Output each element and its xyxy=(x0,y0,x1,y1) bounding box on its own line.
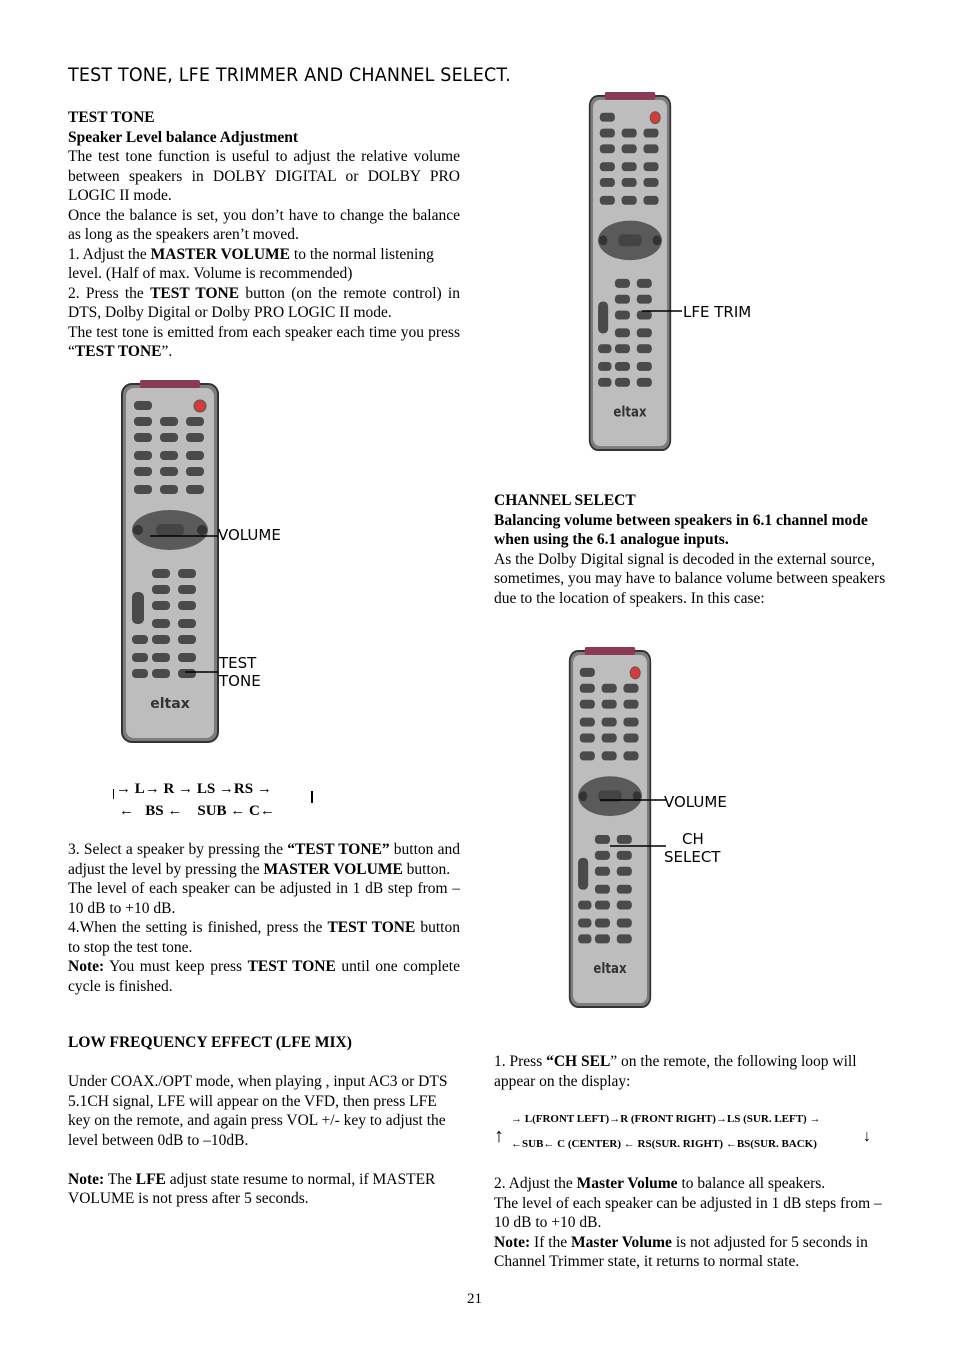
nav-center-button xyxy=(618,234,642,246)
loop-bottom-row: ← BS ← SUB ← C← xyxy=(119,803,275,819)
remote-button xyxy=(637,378,652,387)
remote-button xyxy=(160,485,178,494)
callout-lines-3 xyxy=(580,790,670,860)
test-tone-section xyxy=(68,108,460,362)
volume-minus-button xyxy=(599,235,607,245)
remote-button xyxy=(578,934,591,943)
remote-button xyxy=(134,417,152,426)
remote-button xyxy=(637,279,652,288)
brand-logo: eltax xyxy=(593,961,627,978)
tone-label: TONE xyxy=(219,672,261,690)
remote-button xyxy=(602,718,617,727)
remote-button xyxy=(643,129,658,138)
remote-button xyxy=(615,344,630,353)
channel-select-subheading: Balancing volume between speakers in 6.1 channel mode when using the 6.1 analogue inputs. xyxy=(494,511,868,548)
loop-down-arrow: ↓ xyxy=(863,1128,871,1145)
remote-button xyxy=(637,328,652,337)
remote-button xyxy=(622,162,637,171)
remote-button xyxy=(160,467,178,476)
power-button xyxy=(194,400,206,412)
remote-button xyxy=(622,144,637,153)
callout-line-lfe xyxy=(640,300,685,320)
remote-button xyxy=(623,718,638,727)
ir-window xyxy=(585,647,635,655)
remote-button xyxy=(600,113,615,122)
test-label: TEST xyxy=(219,654,257,672)
channel-select-step1: 1. Press “CH SEL” on the remote, the following loop will appear on the display: xyxy=(494,1053,857,1090)
remote-button xyxy=(600,178,615,187)
remote-button xyxy=(186,485,204,494)
remote-button xyxy=(623,751,638,760)
remote-button xyxy=(615,311,630,320)
remote-button xyxy=(617,901,632,910)
remote-button xyxy=(134,467,152,476)
remote-button xyxy=(186,417,204,426)
remote-button xyxy=(615,279,630,288)
test-tone-p2: Once the balance is set, you don’t have to change the balance as long as the speakers aren’t moved. xyxy=(68,206,460,243)
remote-button xyxy=(580,751,595,760)
test-tone-step3-detail: The level of each speaker can be adjusted in 1 dB step from –10 dB to +10 dB. xyxy=(68,880,460,917)
remote-button xyxy=(622,129,637,138)
remote-button xyxy=(622,178,637,187)
test-tone-p1: The test tone function is useful to adjust the relative volume between speakers in DOLBY DIGITAL or DOLBY PRO LOGIC II mode. xyxy=(68,148,460,204)
remote-button xyxy=(595,919,610,928)
channel-loop-top: → L(FRONT LEFT)→R (FRONT RIGHT)→LS (SUR. LEFT) → xyxy=(511,1113,821,1125)
remote-button xyxy=(580,718,595,727)
remote-button xyxy=(160,451,178,460)
lfe-heading: LOW FREQUENCY EFFECT (LFE MIX) xyxy=(68,1034,352,1051)
remote-button xyxy=(617,885,632,894)
remote-button xyxy=(623,700,638,709)
remote-button xyxy=(580,734,595,743)
channel-select-heading: CHANNEL SELECT xyxy=(494,492,636,509)
loop-top-row: → L→ R → LS →RS → xyxy=(116,781,272,797)
remote-button xyxy=(617,867,632,876)
remote-button xyxy=(615,328,630,337)
test-tone-step2b: The test tone is emitted from each speaker each time you press “TEST TONE”. xyxy=(68,323,460,360)
remote-button xyxy=(186,467,204,476)
test-tone-note: Note: You must keep press TEST TONE until one complete cycle is finished. xyxy=(68,958,460,995)
remote-button xyxy=(643,144,658,153)
callout-lines-1 xyxy=(130,520,220,680)
test-tone-subheading: Speaker Level balance Adjustment xyxy=(68,128,299,146)
remote-button xyxy=(643,178,658,187)
remote-button xyxy=(160,433,178,442)
remote-button xyxy=(602,751,617,760)
test-tone-step4: 4.When the setting is finished, press the TEST TONE button to stop the test tone. xyxy=(68,919,460,956)
remote-button xyxy=(615,362,630,371)
ir-window xyxy=(140,380,200,388)
remote-button xyxy=(600,162,615,171)
remote-button xyxy=(602,700,617,709)
remote-button xyxy=(622,196,637,205)
remote-button xyxy=(134,485,152,494)
remote-button xyxy=(598,378,611,387)
test-tone-steps-3-4 xyxy=(68,840,460,996)
remote-control-image-2 xyxy=(588,90,672,454)
brand-logo: eltax xyxy=(613,404,647,421)
remote-button xyxy=(615,378,630,387)
remote-button xyxy=(623,734,638,743)
lfe-trim-label: LFE TRIM xyxy=(683,303,752,321)
loop-up-arrow: ↑ xyxy=(494,1125,504,1147)
test-tone-step1: 1. Adjust the MASTER VOLUME to the normal listening level. (Half of max. Volume is recommended) xyxy=(68,245,434,282)
remote-button xyxy=(600,196,615,205)
remote-button xyxy=(578,901,591,910)
channel-select-note: Note: If the Master Volume is not adjusted for 5 seconds in Channel Trimmer state, it returns to normal state. xyxy=(494,1233,868,1270)
ch-label: CH xyxy=(682,830,704,848)
remote-button xyxy=(615,295,630,304)
remote-button xyxy=(637,362,652,371)
brand-logo: eltax xyxy=(150,696,190,712)
channel-select-step2: 2. Adjust the Master Volume to balance all speakers. The level of each speaker can be adjusted in 1 dB steps from –10 dB to +10 dB. Note: If the Master Volume is not adjusted for 5 seconds in Channel Trimmer state, it returns to normal state. xyxy=(494,1174,886,1272)
test-tone-step2: 2. Press the TEST TONE button (on the remote control) in DTS, Dolby Digital or Dolby PRO LOGIC II mode. xyxy=(68,284,460,321)
select-label: SELECT xyxy=(664,848,721,866)
remote-button xyxy=(134,433,152,442)
remote-button xyxy=(643,162,658,171)
remote-button xyxy=(595,934,610,943)
remote-button xyxy=(637,344,652,353)
remote-button xyxy=(602,684,617,693)
test-tone-step3: 3. Select a speaker by pressing the “TEST TONE” button and adjust the level by pressing the MASTER VOLUME button. xyxy=(68,841,460,878)
remote-button xyxy=(600,144,615,153)
lfe-section xyxy=(68,1033,460,1209)
remote-button xyxy=(643,196,658,205)
page-number: 21 xyxy=(467,1291,482,1307)
volume-plus-button xyxy=(653,235,661,245)
volume-label-3: VOLUME xyxy=(664,793,727,811)
lfe-note: Note: The LFE adjust state resume to normal, if MASTER VOLUME is not press after 5 seconds. xyxy=(68,1170,436,1207)
remote-button xyxy=(598,362,611,371)
channel-rocker xyxy=(578,858,588,890)
remote-button xyxy=(623,684,638,693)
remote-button xyxy=(595,901,610,910)
test-tone-heading: TEST TONE xyxy=(68,109,155,126)
power-button xyxy=(630,667,640,679)
remote-button xyxy=(578,919,591,928)
channel-select-section xyxy=(494,491,886,608)
remote-button xyxy=(134,401,152,410)
remote-button xyxy=(595,867,610,876)
lfe-p1: Under COAX./OPT mode, when playing , input AC3 or DTS 5.1CH signal, LFE will appear on the VFD, then press LFE key on the remote, and again press VOL +/- key to adjust the level between 0dB to –10dB. xyxy=(68,1073,448,1149)
channel-select-p1: As the Dolby Digital signal is decoded in the external source, sometimes, you may have to balance volume between speakers due to the location of speakers. In this case: xyxy=(494,550,886,607)
remote-button xyxy=(598,344,611,353)
remote-button xyxy=(595,885,610,894)
remote-button xyxy=(600,129,615,138)
channel-rocker xyxy=(598,302,608,334)
loop-left-bar xyxy=(113,789,114,799)
volume-label-1: VOLUME xyxy=(218,526,281,544)
remote-button xyxy=(186,451,204,460)
ir-window xyxy=(605,92,655,100)
channel-loop-bottom: ←SUB← C (CENTER) ← RS(SUR. RIGHT) ←BS(SUR. BACK) xyxy=(511,1138,817,1150)
remote-button xyxy=(580,668,595,677)
remote-button xyxy=(134,451,152,460)
remote-button xyxy=(186,433,204,442)
remote-button xyxy=(602,734,617,743)
remote-button xyxy=(580,684,595,693)
power-button xyxy=(650,112,660,124)
remote-button xyxy=(617,934,632,943)
loop-right-bar xyxy=(311,791,313,803)
remote-button xyxy=(580,700,595,709)
remote-button xyxy=(617,919,632,928)
remote-button xyxy=(160,417,178,426)
page-title: TEST TONE, LFE TRIMMER AND CHANNEL SELECT. xyxy=(68,64,511,86)
